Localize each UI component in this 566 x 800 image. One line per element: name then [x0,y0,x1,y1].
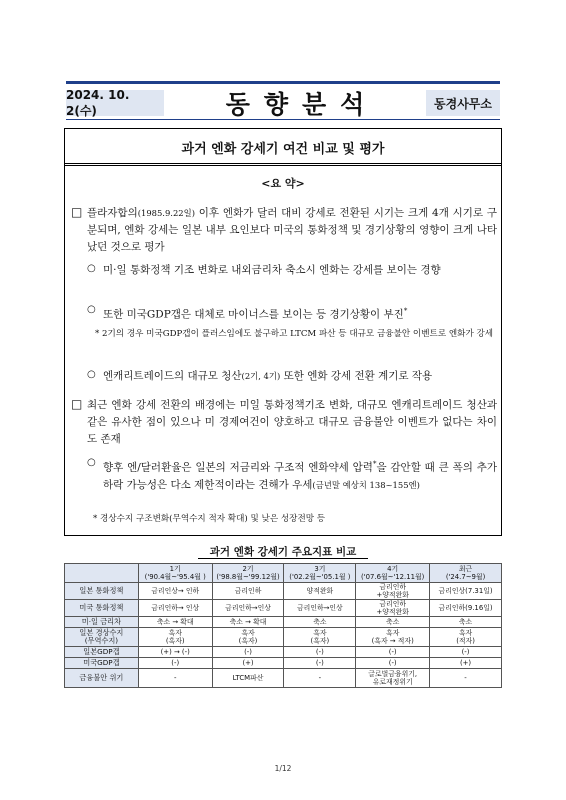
table-header [65,564,502,583]
indicator-comparison-table [64,563,502,688]
table-cell: 금리인하→인상 [284,600,356,617]
circle-bullet-icon: ○ [87,369,96,380]
table-row [65,617,502,628]
column-period-range: ('07.6월~'12.11월) [361,573,425,581]
table-cell: (-) [284,647,356,658]
column-period-name: 1기 [169,565,181,573]
column-period-name: 3기 [314,565,326,573]
footnote-2: * 경상수지 구조변화(무역수지 적자 확대) 및 낮은 성장전망 등 [93,514,326,524]
row-label: 미·일 금리차 [65,617,139,628]
column-period-range: ('24.7~9월) [445,573,486,581]
column-period-range: ('02.2월~'05.1월 ) [289,573,351,581]
table-row [65,669,502,688]
table-cell: 양적완화 [284,583,356,600]
table-cell: - [284,669,356,688]
table-cell: (-) [284,658,356,669]
column-header [284,564,356,583]
table-corner-cell [65,564,139,583]
column-period-name: 2기 [242,565,254,573]
table-cell: (-) [356,647,430,658]
square-bullet-icon: □ [71,397,83,411]
table-cell: 금리인상(7.31일) [430,583,502,600]
row-label: 미국GDP갭 [65,658,139,669]
row-label: 미국 통화정책 [65,600,139,617]
table-body [65,583,502,688]
row-label: 금융불안 위기 [65,669,139,688]
column-period-range: ('90.4월~'95.4월 ) [144,573,206,581]
sub-point-1: 미·일 통화정책 기조 변화로 내외금리차 축소시 엔화는 강세를 보이는 경향 [103,264,441,276]
table-cell: 금리인상→ 인하 [138,583,212,600]
table-cell: 금리인하 [212,583,284,600]
circle-bullet-icon: ○ [87,457,96,468]
title-rule [65,163,501,164]
report-type-title: 동향분석 [225,90,379,119]
table-cell: 축소 [356,617,430,628]
page-number: 1/12 [274,764,292,773]
table-cell: (+) [430,658,502,669]
table-title: 과거 엔화 강세기 주요지표 비교 [209,546,357,558]
table-cell: 금리인하(9.16일) [430,600,502,617]
circle-bullet-icon: ○ [87,263,96,274]
row-label: 일본 통화정책 [65,583,139,600]
title-rule-double [65,165,501,166]
table-cell: (+) → (-) [138,647,212,658]
table-cell: 금리인하→ 인상 [138,600,212,617]
table-cell: LTCM파산 [212,669,284,688]
row-label: 일본 경상수지 (무역수지) [65,628,139,647]
table-cell: 흑자 (적자) [430,628,502,647]
table-cell: - [138,669,212,688]
square-bullet-icon: □ [71,205,83,219]
report-date: 2024. 10. 2(수) [66,90,164,116]
table-cell: 금리인하→인상 [212,600,284,617]
table-cell: 축소 → 확대 [138,617,212,628]
table-row [65,600,502,617]
table-cell: 흑자 (흑자) [138,628,212,647]
main-point-1: 플라자합의(1985.9.22일) 이후 엔화가 달러 대비 강세로 전환된 시기는 크게 4개 시기로 구분되며, 엔화 강세는 일본 내부 요인보다 미국의 통화정책 및 경기상황의 영향이 크게 나타났던 것으로 평가 [87,207,497,253]
table-cell: (-) [138,658,212,669]
report-header [66,81,500,120]
table-row [65,583,502,600]
document-title: 과거 엔화 강세기 여건 비교 및 평가 [181,142,385,157]
table-cell: (-) [356,658,430,669]
column-header [212,564,284,583]
column-period-name: 4기 [387,565,399,573]
sub-point-3: 엔캐리트레이드의 대규모 청산(2기, 4기) 또한 엔화 강세 전환 계기로 작용 [103,370,433,382]
table-cell: 흑자 (흑자) [212,628,284,647]
summary-heading: <요 약> [261,177,305,190]
table-cell: 축소 [284,617,356,628]
table-cell: 축소 → 확대 [212,617,284,628]
table-row [65,647,502,658]
table-row [65,658,502,669]
column-header [138,564,212,583]
sub-point-4: 향후 엔/달러환율은 일본의 저금리와 구조적 엔화약세 압력*을 감안할 때 큰 폭의 추가 하락 가능성은 다소 제한적이라는 견해가 우세(금년말 예상치 138~155엔) [103,460,497,491]
table-cell: 흑자 (흑자 → 적자) [356,628,430,647]
circle-bullet-icon: ○ [87,304,96,315]
table-cell: 흑자 (흑자) [284,628,356,647]
column-period-name: 최근 [458,565,473,573]
column-period-range: ('98.8월~'99.12월) [216,573,280,581]
main-point-2: 최근 엔화 강세 전환의 배경에는 미일 통화정책기조 변화, 대규모 엔캐리트레이드 청산과 같은 유사한 점이 있으나 미 경제여건이 양호하고 대규모 금융불안 이벤트가 없다는 차이도 존재 [87,399,497,445]
table-cell: 금리인하 +양적완화 [356,600,430,617]
table-cell: 축소 [430,617,502,628]
footnote-1: * 2기의 경우 미국GDP갭이 플러스임에도 불구하고 LTCM 파산 등 대규모 금융불안 이벤트로 엔화가 강세 [95,329,494,339]
summary-box [64,128,502,536]
table-cell: (-) [212,647,284,658]
table-cell: (-) [430,647,502,658]
row-label: 일본GDP갭 [65,647,139,658]
office-name: 동경사무소 [426,90,500,116]
table-cell: (+) [212,658,284,669]
table-cell: - [430,669,502,688]
table-cell: 금리인하 +양적완화 [356,583,430,600]
column-header [356,564,430,583]
sub-point-2: 또한 미국GDP갭은 대체로 마이너스를 보이는 등 경기상황이 부진* [103,307,408,321]
table-row [65,628,502,647]
table-title-underline [198,558,368,559]
column-header [430,564,502,583]
table-cell: 글로벌금융위기, 유로재정위기 [356,669,430,688]
